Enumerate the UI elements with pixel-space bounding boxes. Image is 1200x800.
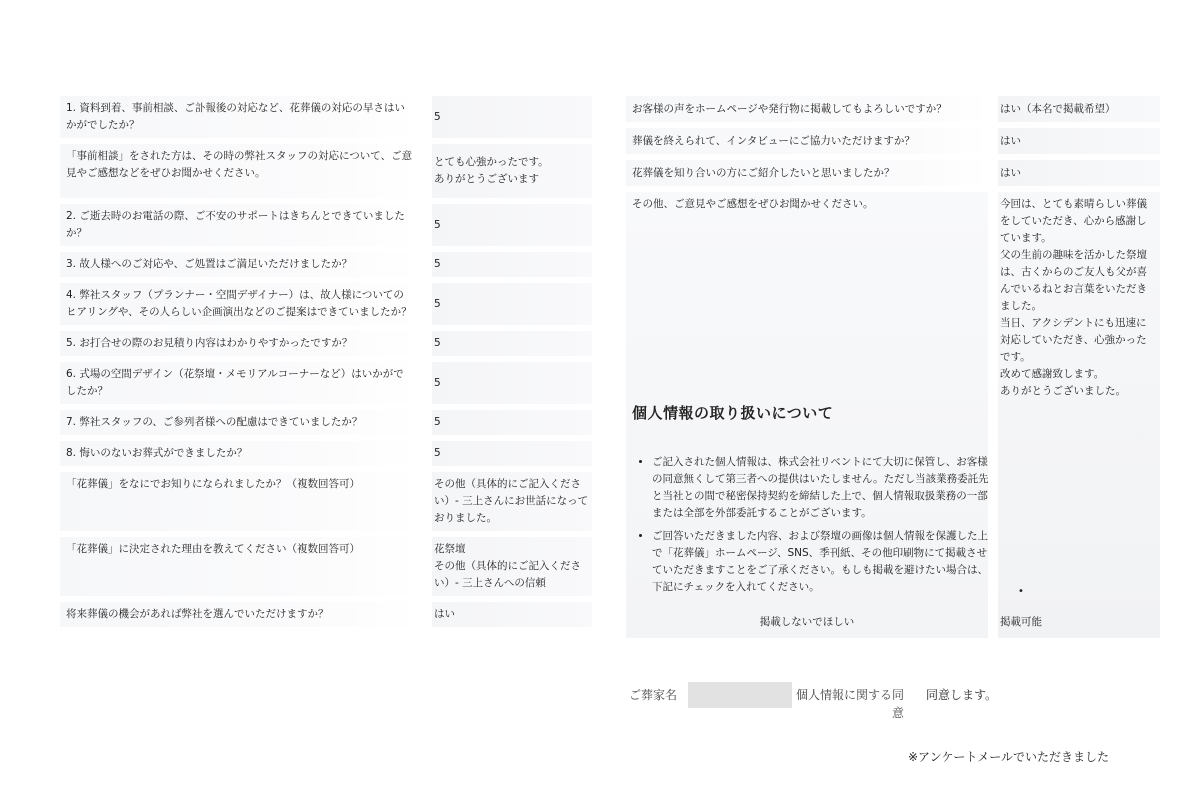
privacy-list [634,454,996,602]
answer-cell: 5 [432,252,592,277]
question-cell: 葬儀を終えられて、インタビューにご協力いただけますか？ [626,128,988,154]
survey-table-right [626,96,1160,638]
table-row [626,160,1160,186]
question-cell: 7. 弊社スタッフの、ご参列者様への配慮はできていましたか？ [60,410,422,435]
question-cell: お客様の声をホームページや発行物に掲載してもよろしいですか？ [626,96,988,122]
table-row [626,96,1160,122]
question-cell: 6. 式場の空間デザイン（花祭壇・メモリアルコーナーなど）はいかがでしたか？ [60,362,422,404]
comment-panel [998,192,1160,638]
optout-label: 掲載しないでほしい [759,616,855,628]
question-cell: 8. 悔いのないお葬式ができましたか？ [60,441,422,466]
answer-cell: 5 [432,204,592,246]
table-row [60,537,594,596]
question-cell: 花葬儀を知り合いの方にご紹介したいと思いましたか？ [626,160,988,186]
table-row [60,472,594,531]
answer-cell: その他（具体的にご記入ください）- 三上さんにお世話になっておりました。 [432,472,592,531]
answer-cell: 5 [432,96,592,138]
table-row [60,331,594,356]
question-cell: 4. 弊社スタッフ（プランナー・空間デザイナー）は、故人様についてのヒアリングや、その人らしい企画演出などのご提案はできていましたか？ [60,283,422,325]
question-cell: 3. 故人様へのご対応や、ご処置はご満足いただけましたか？ [60,252,422,277]
answer-cell: 5 [432,410,592,435]
family-name-label: ご葬家名 [629,688,678,702]
consent-label: 個人情報に関する同意 [796,688,905,720]
question-cell: 1. 資料到着、事前相談、ご訃報後の対応など、花葬儀の対応の早さはいかがでしたか？ [60,96,422,138]
privacy-title: 個人情報の取り扱いについて [632,404,834,422]
table-row [60,144,594,198]
survey-table-left [60,96,594,633]
family-name-redacted [688,682,792,708]
table-row [60,96,594,138]
table-row [626,128,1160,154]
table-row [60,204,594,246]
answer-cell: はい（本名で掲載希望） [998,96,1160,122]
answer-cell: 5 [432,331,592,356]
table-row [60,410,594,435]
question-cell: 2. ご逝去時のお電話の際、ご不安のサポートはきちんとできていましたか？ [60,204,422,246]
table-row [60,252,594,277]
table-row [60,441,594,466]
comment-privacy-block [626,192,1160,638]
question-cell: 「花葬儀」に決定された理由を教えてください（複数回答可） [60,537,422,596]
answer-cell: 5 [432,362,592,404]
answer-cell: とても心強かったです。 ありがとうございます [432,144,592,198]
table-row [60,602,594,627]
question-cell: 将来葬儀の機会があれば弊社を選んでいただけますか？ [60,602,422,627]
question-cell: 「花葬儀」をなにでお知りになられましたか？（複数回答可） [60,472,422,531]
privacy-panel [626,192,988,638]
publish-status: 掲載可能 [1000,616,1042,628]
privacy-item: • ご回答いただきました内容、および祭壇の画像は個人情報を保護した上で「花葬儀」ホームページ、SNS、季刊紙、その他印刷物にて掲載させていただきますことをご了承ください。もしも掲載を避けたい場合は、下記にチェックを入れてください。 [652,528,996,596]
table-row [60,283,594,325]
comment-text: 今回は、とても素晴らしい葬儀をしていただき、心から感謝しています。 父の生前の趣味を活かした祭壇は、古くからのご友人も父が喜んでいるねとお言葉をいただきました。 当日、アクシデントにも迅速に対応していただき、心強かったです。 改めて感謝致します。 ありがとうございました。 [1000,198,1147,397]
table-row [60,362,594,404]
bullet-icon: • [1018,586,1024,597]
answer-cell: 5 [432,283,592,325]
answer-cell: 花祭壇 その他（具体的にご記入ください）- 三上さんへの信頼 [432,537,592,596]
question-cell: 「事前相談」をされた方は、その時の弊社スタッフの対応について、ご意見やご感想などをぜひお聞かせください。 [60,144,422,198]
consent-value: 同意します。 [926,688,998,702]
other-comments-question: その他、ご意見やご感想をぜひお聞かせください。 [632,198,874,210]
answer-cell: はい [998,160,1160,186]
question-cell: 5. お打合せの際のお見積り内容はわかりやすかったですか？ [60,331,422,356]
answer-cell: はい [998,128,1160,154]
answer-cell: 5 [432,441,592,466]
privacy-item: • ご記入された個人情報は、株式会社リベントにて大切に保管し、お客様の同意無くして第三者への提供はいたしません。ただし当該業務委託先と当社との間で秘密保持契約を締結した上で、個人情報取扱業務の一部または全部を外部委託することがございます。 [652,454,996,522]
answer-cell: はい [432,602,592,627]
footnote: ※アンケートメールでいただきました [908,750,1109,764]
